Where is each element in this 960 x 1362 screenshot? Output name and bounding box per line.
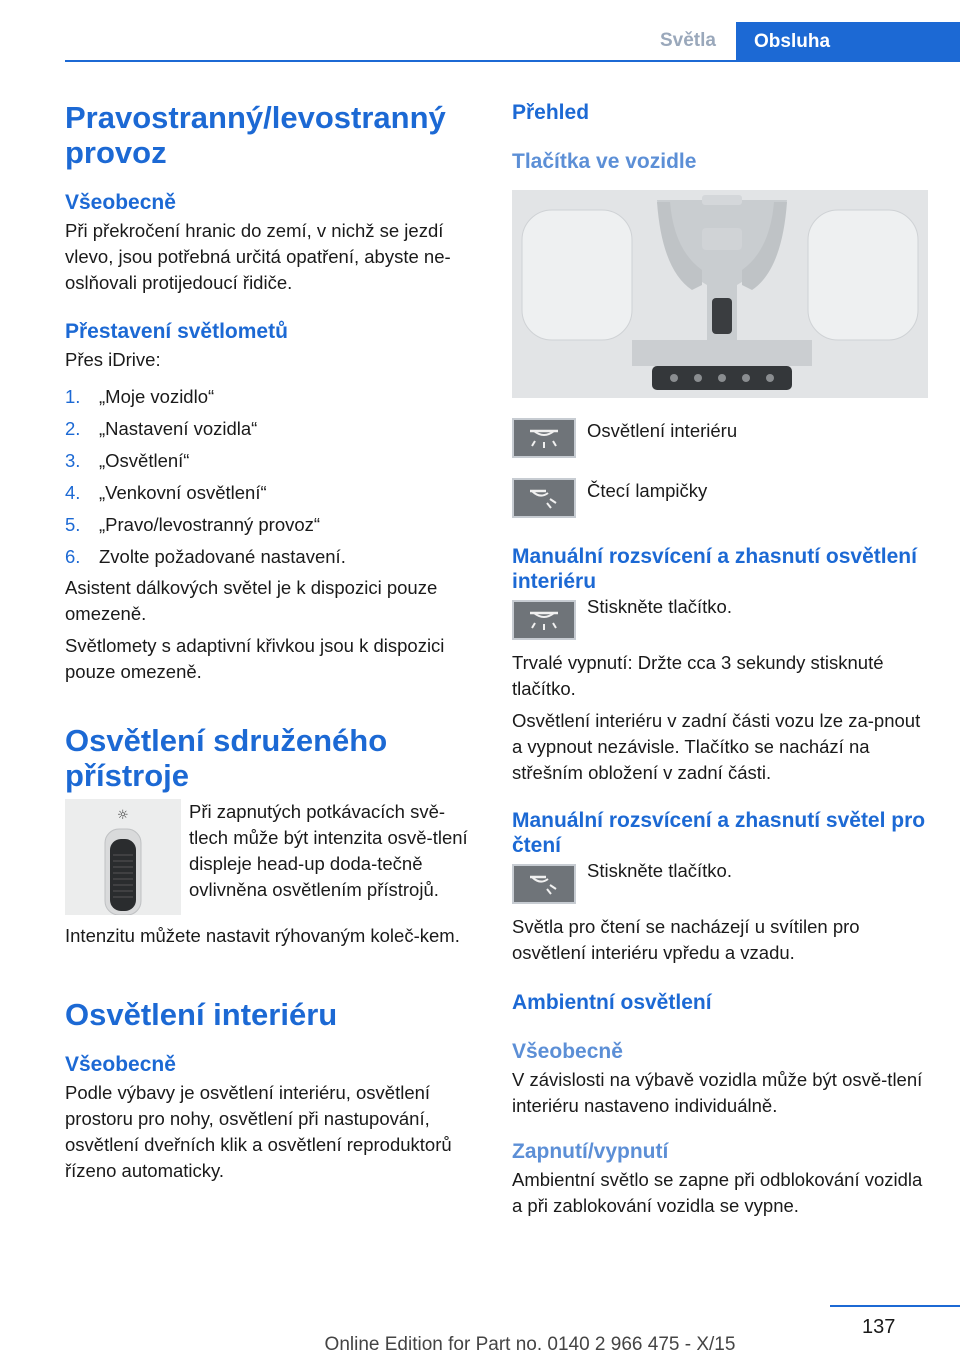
steps-list xyxy=(65,381,480,573)
paragraph-adaptive: Světlomety s adaptivní křivkou jsou k dispozici pouze omezeně. xyxy=(65,635,445,682)
paragraph-cluster: Při zapnutých potkávacích svě-tlech může být intenzita osvě-tlení displeje head-up doda-tečně ovlivněna osvětlením přístrojů. xyxy=(189,801,468,900)
paragraph-interior: Podle výbavy je osvětlení interiéru, osvětlení prostoru pro nohy, osvětlení při nastupování, osvětlení dveřních klik a osvětlení reproduktorů řízeno automaticky. xyxy=(65,1082,452,1181)
reading-light-button-icon xyxy=(512,864,576,904)
heading-cluster: Osvětlení sdruženého přístroje xyxy=(65,723,388,793)
roof-console-image xyxy=(512,190,928,398)
heading-general-2: Všeobecně xyxy=(65,1053,176,1076)
press-row-2 xyxy=(512,860,932,904)
press-row-1 xyxy=(512,596,932,640)
paragraph-rear: Osvětlení interiéru v zadní části vozu lze za-pnout a vypnout nezávisle. Tlačítko se nachází na střešním obložení v zadní části. xyxy=(512,710,921,783)
svg-text:☼: ☼ xyxy=(117,808,129,823)
paragraph-general: Při překročení hranic do zemí, v nichž se jezdí vlevo, jsou potřebná určitá opatření, abyste ne-oslňovali protijedoucí řidiče. xyxy=(65,220,451,293)
dimmer-wheel-image xyxy=(65,799,181,915)
paragraph-onoff: Ambientní světlo se zapne při odblokování vozidla a při zablokování vozidla se vypne. xyxy=(512,1169,923,1216)
list-item: 2. „Nastavení vozidla“ xyxy=(65,418,258,439)
tab-chapter-operation[interactable]: Obsluha xyxy=(736,22,960,62)
heading-traffic: Pravostranný/levostranný provoz xyxy=(65,100,446,170)
press-label-1: Stiskněte tlačítko. xyxy=(587,596,732,617)
list-item: 4. „Venkovní osvětlení“ xyxy=(65,482,267,503)
press-label-2: Stiskněte tlačítko. xyxy=(587,860,732,881)
heading-ambient: Ambientní osvětlení xyxy=(512,991,712,1014)
legend-reading xyxy=(512,478,932,518)
footer-rule xyxy=(830,1305,960,1307)
heading-onoff: Zapnutí/vypnutí xyxy=(512,1140,669,1163)
heading-buttons: Tlačítka ve vozidle xyxy=(512,150,697,173)
left-column xyxy=(65,100,480,1184)
paragraph-idrive: Přes iDrive: xyxy=(65,349,161,370)
legend-interior xyxy=(512,418,932,458)
paragraph-reading: Světla pro čtení se nacházejí u svítilen pro osvětlení interiéru vpředu a vzadu. xyxy=(512,916,860,963)
paragraph-wheel: Intenzitu můžete nastavit rýhovaným koleč-kem. xyxy=(65,925,460,946)
interior-light-icon xyxy=(512,418,576,458)
heading-general: Všeobecně xyxy=(65,191,176,214)
heading-interior: Osvětlení interiéru xyxy=(65,997,338,1032)
heading-manual-reading: Manuální rozsvícení a zhasnutí světel pro čtení xyxy=(512,809,926,857)
heading-ambient-general: Všeobecně xyxy=(512,1040,623,1063)
list-item: 1. „Moje vozidlo“ xyxy=(65,386,215,407)
edition-footer: Online Edition for Part no. 0140 2 966 475 - X/15 xyxy=(324,1334,736,1355)
page-number: 137 xyxy=(862,1316,896,1338)
list-item: 5. „Pravo/levostranný provoz“ xyxy=(65,514,321,535)
header-rule xyxy=(65,60,960,62)
paragraph-highbeam: Asistent dálkových světel je k dispozici pouze omezeně. xyxy=(65,577,438,624)
list-item: 6. Zvolte požadované nastavení. xyxy=(65,546,346,567)
interior-light-button-icon xyxy=(512,600,576,640)
legend-interior-label: Osvětlení interiéru xyxy=(587,420,738,441)
heading-headlight-adjust: Přestavení světlometů xyxy=(65,320,288,343)
paragraph-permanent: Trvalé vypnutí: Držte cca 3 sekundy stisknuté tlačítko. xyxy=(512,652,884,699)
legend-reading-label: Čtecí lampičky xyxy=(587,480,708,501)
right-column xyxy=(512,100,932,1219)
tab-section-lights[interactable]: Světla xyxy=(660,30,716,51)
list-item: 3. „Osvětlení“ xyxy=(65,450,190,471)
reading-light-icon xyxy=(512,478,576,518)
heading-manual-interior: Manuální rozsvícení a zhasnutí osvětlení interiéru xyxy=(512,545,917,593)
paragraph-ambient: V závislosti na výbavě vozidla může být osvě-tlení interiéru nastaveno individuálně. xyxy=(512,1069,923,1116)
heading-overview: Přehled xyxy=(512,101,590,124)
